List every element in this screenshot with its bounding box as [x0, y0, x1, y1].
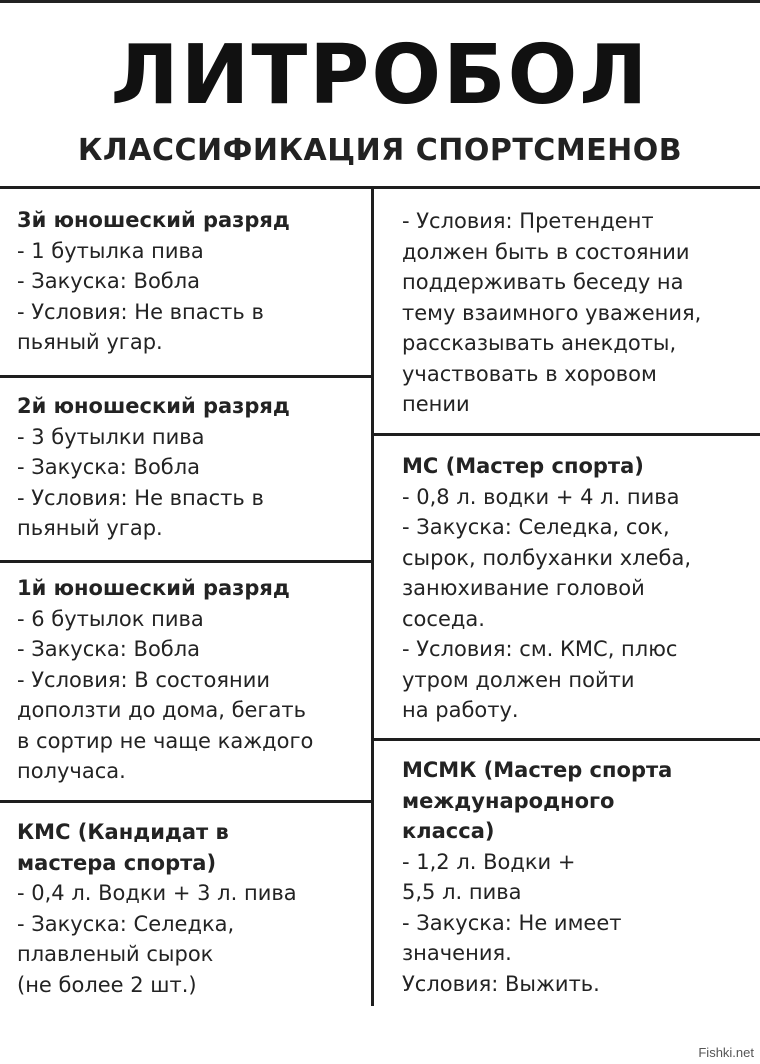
rank2-block	[17, 391, 367, 544]
kms-block	[17, 817, 369, 1000]
header-divider	[0, 186, 760, 189]
kms-line: плавленый сырок	[17, 942, 214, 966]
rank1-line: доползти до дома, бегать	[17, 698, 306, 722]
ms-line: занюхивание головой	[402, 576, 645, 600]
rank3-line: - Закуска: Вобла	[17, 269, 201, 293]
msmk-block	[402, 755, 754, 999]
kms-conditions-block	[402, 206, 754, 420]
ms-line: - Условия: см. КМС, плюс	[402, 637, 678, 661]
msmk-heading: класса)	[402, 819, 495, 843]
kms-conditions-line: тему взаимного уважения,	[402, 300, 702, 325]
page-subtitle: КЛАССИФИКАЦИЯ СПОРТСМЕНОВ	[77, 133, 683, 168]
msmk-heading: международного	[402, 788, 615, 813]
divider-right-2	[371, 738, 760, 741]
kms-conditions-line: должен быть в состоянии	[402, 239, 690, 264]
rank2-heading: 2й юношеский разряд	[17, 394, 290, 418]
msmk-line: значения.	[402, 941, 512, 965]
kms-line: - Закуска: Селедка,	[17, 911, 235, 936]
ms-line: соседа.	[402, 606, 485, 631]
rank1-block	[17, 573, 369, 787]
rank3-line: пьяный угар.	[17, 330, 163, 354]
divider-right-1	[371, 433, 760, 436]
rank3-block	[17, 205, 367, 358]
msmk-line: 5,5 л. пива	[402, 880, 522, 904]
column-divider	[371, 186, 374, 1006]
rank2-line: пьяный угар.	[17, 516, 163, 540]
kms-conditions-line: - Условия: Претендент	[402, 209, 654, 233]
rank1-heading: 1й юношеский разряд	[17, 576, 290, 600]
rank1-line: - Условия: В состоянии	[17, 667, 271, 692]
kms-conditions-line: рассказывать анекдоты,	[402, 331, 677, 355]
divider-left-1	[0, 375, 374, 378]
poster-header	[0, 0, 760, 186]
ms-line: утром должен пойти	[402, 667, 635, 692]
msmk-line: - 1,2 л. Водки +	[402, 849, 576, 874]
watermark: Fishki.net	[698, 1045, 754, 1060]
ms-line: - Закуска: Селедка, сок,	[402, 515, 670, 539]
ms-line: на работу.	[402, 698, 519, 722]
rank1-line: в сортир не чаще каждого	[17, 728, 314, 753]
page-title: ЛИТРОБОЛ	[110, 28, 650, 123]
rank3-line: - Условия: Не впасть в	[17, 299, 264, 324]
rank1-line: получаса.	[17, 759, 126, 783]
ms-line: сырок, полбуханки хлеба,	[402, 545, 692, 570]
rank2-line: - Условия: Не впасть в	[17, 485, 264, 510]
kms-line: - 0,4 л. Водки + 3 л. пива	[17, 881, 297, 905]
ms-block	[402, 451, 754, 726]
divider-left-2	[0, 560, 374, 563]
rank3-line: - 1 бутылка пива	[17, 238, 204, 263]
kms-conditions-line: поддерживать беседу на	[402, 270, 684, 294]
kms-line: (не более 2 шт.)	[17, 972, 197, 997]
kms-heading: мастера спорта)	[17, 850, 217, 875]
rank1-line: - Закуска: Вобла	[17, 637, 201, 661]
msmk-heading: МСМК (Мастер спорта	[402, 758, 673, 782]
kms-conditions-line: пении	[402, 392, 470, 416]
rank2-line: - 3 бутылки пива	[17, 424, 205, 449]
rank1-line: - 6 бутылок пива	[17, 606, 204, 631]
ms-line: - 0,8 л. водки + 4 л. пива	[402, 484, 680, 509]
msmk-line: Условия: Выжить.	[402, 971, 600, 996]
divider-left-3	[0, 800, 374, 803]
rank2-line: - Закуска: Вобла	[17, 455, 201, 479]
msmk-line: - Закуска: Не имеет	[402, 910, 622, 935]
kms-heading: КМС (Кандидат в	[17, 820, 229, 844]
kms-conditions-line: участвовать в хоровом	[402, 361, 657, 386]
rank3-heading: 3й юношеский разряд	[17, 208, 290, 232]
ms-heading: МС (Мастер спорта)	[402, 454, 644, 478]
